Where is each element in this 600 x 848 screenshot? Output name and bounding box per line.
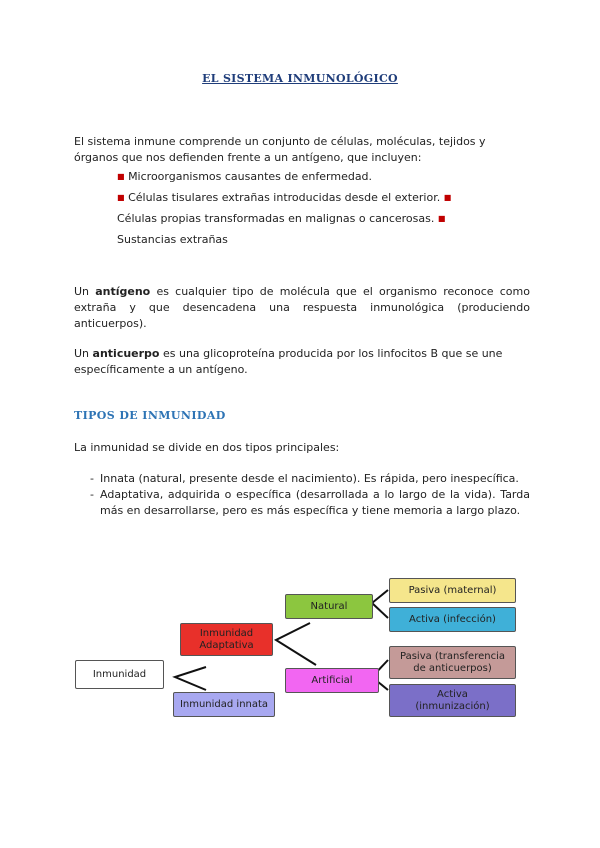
node-artificial: Artificial: [285, 668, 379, 693]
node-activa-inmunizacion: Activa (inmunización): [389, 684, 516, 717]
list-item: Células propias transformadas en malignas o cancerosas. ■: [117, 212, 446, 225]
list-item: Sustancias extrañas: [117, 233, 228, 246]
bullet-square-icon: ■: [117, 193, 125, 202]
antigeno-paragraph: Un antígeno es cualquier tipo de molécula que el organismo reconoce como extraña y que desencadena una respuesta inmunológica (produciendo anticuerpos).: [74, 285, 530, 330]
node-pasiva-maternal: Pasiva (maternal): [389, 578, 516, 603]
node-inmunidad-adaptativa: Inmunidad Adaptativa: [180, 623, 273, 656]
node-inmunidad-innata: Inmunidad innata: [173, 692, 275, 717]
bullet-square-icon: ■: [117, 172, 125, 181]
page-title: EL SISTEMA INMUNOLÓGICO: [202, 72, 398, 85]
term-antigeno: antígeno: [95, 285, 151, 298]
types-intro: La inmunidad se divide en dos tipos principales:: [74, 441, 340, 454]
node-activa-infeccion: Activa (infección): [389, 607, 516, 632]
list-item: ■ Microorganismos causantes de enfermedad.: [117, 170, 373, 183]
section-heading: TIPOS DE INMUNIDAD: [74, 409, 226, 422]
node-natural: Natural: [285, 594, 373, 619]
list-item: - Innata (natural, presente desde el nacimiento). Es rápida, pero inespecífica.: [90, 472, 519, 485]
anticuerpo-paragraph: Un anticuerpo es una glicoproteína producida por los linfocitos B que se une específicamente a un antígeno.: [74, 347, 503, 376]
term-anticuerpo: anticuerpo: [92, 347, 160, 360]
bullet-square-icon: ■: [443, 193, 452, 202]
node-inmunidad: Inmunidad: [75, 660, 164, 689]
bullet-square-icon: ■: [437, 214, 446, 223]
node-pasiva-anticuerpos: Pasiva (transferencia de anticuerpos): [389, 646, 516, 679]
list-item: ■ Células tisulares extrañas introducidas desde el exterior. ■: [117, 191, 452, 204]
list-item: - Adaptativa, adquirida o específica (desarrollada a lo largo de la vida). Tarda más en desarrollarse, pero es más específica y tiene memoria a largo plazo.: [90, 488, 530, 517]
intro-paragraph: El sistema inmune comprende un conjunto de células, moléculas, tejidos y órganos que nos defienden frente a un antígeno, que incluyen:: [74, 135, 486, 164]
